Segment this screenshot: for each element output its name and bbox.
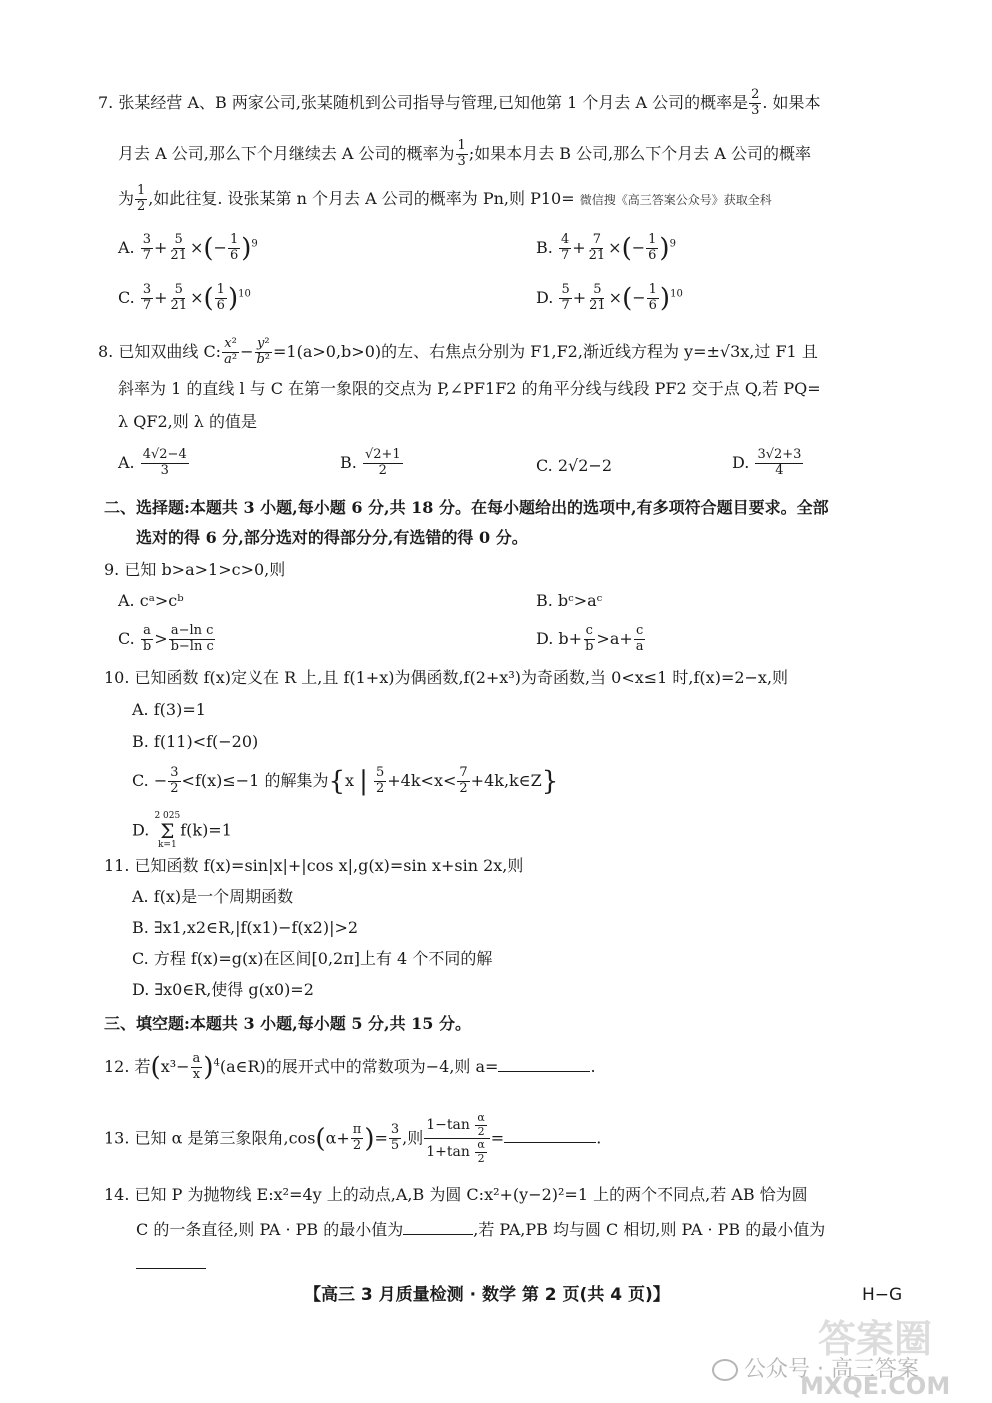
q7-frac-1-3: $\frac{1}{3}$ xyxy=(457,138,466,169)
q13: 13. 已知 α 是第三象限角,cos(α+ $\frac{\pi}{2}$ )= $\frac{3}{5}$ ,则 1−tan $\frac{\alpha}{2}$ 1+tan $\frac{\alpha}{2}$ = . xyxy=(104,1111,602,1165)
q8-line1: 8. 已知双曲线 C: $\frac{\text{x²}}{\text{a²}}$ − $\frac{\text{y²}}{\text{b²}}$ =1(a>0,b>0)的左、右焦点分别为 F1,F2,渐近线方程为 y=±√3x,过 F1 且 xyxy=(98,336,818,367)
q8-option-b: B. $\frac{√2+1}{2}$ xyxy=(340,447,401,478)
q10-option-d: D. 2 025 Σ k=1 f(k)=1 xyxy=(132,811,232,850)
q8-option-c: C. 2√2−2 xyxy=(536,456,612,475)
wechat-icon xyxy=(712,1359,738,1381)
q9-option-c: C. $\frac{a}{b}$ > $\frac{\text{a−ln c}}{\text{b−ln c}}$ xyxy=(118,623,214,654)
q9-stem: 9. 已知 b>a>1>c>0,则 xyxy=(104,560,286,579)
watermark-wechat: 公众号 · 高三答案 xyxy=(712,1352,919,1383)
section3-heading: 三、填空题:本题共 3 小题,每小题 5 分,共 15 分。 xyxy=(104,1014,472,1033)
page-code: H−G xyxy=(862,1285,903,1305)
q11-stem: 11. 已知函数 f(x)=sin|x|+|cos x|,g(x)=sin x+sin 2x,则 xyxy=(104,856,524,875)
q13-tan-fraction: 1−tan $\frac{\alpha}{2}$ 1+tan $\frac{\alpha}{2}$ xyxy=(424,1112,490,1166)
q7-option-a: A. $\frac{3}{7}$ + $\frac{5}{21}$ ×(− $\frac{1}{6}$ )$^9$ xyxy=(118,232,258,264)
q10-stem: 10. 已知函数 f(x)定义在 R 上,且 f(1+x)为偶函数,f(2+x³)为奇函数,当 0<x≤1 时,f(x)=2−x,则 xyxy=(104,668,789,687)
summation-symbol: 2 025 Σ k=1 xyxy=(154,811,181,850)
q11-option-a: A. f(x)是一个周期函数 xyxy=(132,887,294,906)
q7-line1: 7. 张某经营 A、B 两家公司,张某随机到公司指导与管理,已知他第 1 个月去 A 公司的概率是 $\frac{2}{3}$ . 如果本 xyxy=(98,87,821,118)
q7-line2: 月去 A 公司,那么下个月继续去 A 公司的概率为 $\frac{1}{3}$ ;如果本月去 B 公司,那么下个月去 A 公司的概率 xyxy=(118,138,811,169)
q8-frac-x2a2: $\frac{\text{x²}}{\text{a²}}$ xyxy=(224,336,238,367)
page-footer: 【高三 3 月质量检测 · 数学 第 2 页(共 4 页)】 xyxy=(304,1285,670,1305)
q10-option-b: B. f(11)<f(−20) xyxy=(132,732,259,751)
q7-option-c: C. $\frac{3}{7}$ + $\frac{5}{21}$ ×( $\frac{1}{6}$ )$^{10}$ xyxy=(118,282,251,314)
section2-heading-cont: 选对的得 6 分,部分选对的得部分分,有选错的得 0 分。 xyxy=(136,528,528,547)
q14-line2: C 的一条直径,则 PA · PB 的最小值为 ,若 PA,PB 均与圆 C 相切,则 PA · PB 的最小值为 xyxy=(136,1216,825,1241)
section2-heading: 二、选择题:本题共 3 小题,每小题 6 分,共 18 分。在每小题给出的选项中,有多项符合题目要求。全部 xyxy=(104,498,829,517)
q8-option-d: D. $\frac{3√2+3}{4}$ xyxy=(732,447,802,478)
q9-option-a: A. cᵃ>cᵇ xyxy=(118,591,184,610)
q10-option-a: A. f(3)=1 xyxy=(132,700,206,719)
watermark-site: MXQE.COM xyxy=(800,1372,951,1400)
q10-option-c: C. − $\frac{3}{2}$ <f(x)≤−1 的解集为{x | $\frac{5}{2}$ +4k<x< $\frac{7}{2}$ +4k,k∈Z} xyxy=(132,765,559,797)
q8-option-a: A. $\frac{4√2-4}{3}$ xyxy=(118,447,187,478)
q8-frac-y2b2: $\frac{\text{y²}}{\text{b²}}$ xyxy=(256,336,271,367)
q9-option-d: D. b+ $\frac{c}{b}$ >a+ $\frac{c}{a}$ xyxy=(536,623,644,654)
q12-answer-blank[interactable] xyxy=(498,1053,590,1072)
q7-option-b: B. $\frac{4}{7}$ + $\frac{7}{21}$ ×(− $\frac{1}{6}$ )$^9$ xyxy=(536,232,676,264)
q14-answer-blank-1[interactable] xyxy=(403,1216,473,1235)
q11-option-c: C. 方程 f(x)=g(x)在区间[0,2π]上有 4 个不同的解 xyxy=(132,949,493,968)
q9-option-b: B. bᶜ>aᶜ xyxy=(536,591,603,610)
q7-line3: 为 $\frac{1}{2}$ ,如此往复. 设张某第 n 个月去 A 公司的概率为 Pn,则 P10= 微信搜《高三答案公众号》获取全科 xyxy=(118,183,772,214)
q7-option-d: D. $\frac{5}{7}$ + $\frac{5}{21}$ ×(− $\frac{1}{6}$ )$^{10}$ xyxy=(536,282,683,314)
q14-answer-blank-2[interactable] xyxy=(136,1250,206,1269)
q11-option-d: D. ∃x0∈R,使得 g(x0)=2 xyxy=(132,980,314,999)
q12: 12. 若(x³− $\frac{a}{x}$ )$^4$(a∈R)的展开式中的常数项为−4,则 a= . xyxy=(104,1051,596,1083)
q14-line1: 14. 已知 P 为抛物线 E:x²=4y 上的动点,A,B 为圆 C:x²+(y−2)²=1 上的两个不同点,若 AB 恰为圆 xyxy=(104,1185,808,1204)
watermark-logo: 答案圈 xyxy=(818,1317,933,1361)
q14-line3 xyxy=(136,1250,206,1275)
q8-line2: 斜率为 1 的直线 l 与 C 在第一象限的交点为 P,∠PF1F2 的角平分线与线段 PF2 交于点 Q,若 PQ= xyxy=(118,379,821,398)
q7-frac-2-3: $\frac{2}{3}$ xyxy=(751,87,760,118)
q8-line3: λ QF2,则 λ 的值是 xyxy=(118,412,258,431)
q13-answer-blank[interactable] xyxy=(504,1124,596,1143)
q11-option-b: B. ∃x1,x2∈R,|f(x1)−f(x2)|>2 xyxy=(132,918,359,937)
q7-frac-1-2: $\frac{1}{2}$ xyxy=(137,183,146,214)
watermark-tag: 微信搜《高三答案公众号》获取全科 xyxy=(579,192,772,207)
